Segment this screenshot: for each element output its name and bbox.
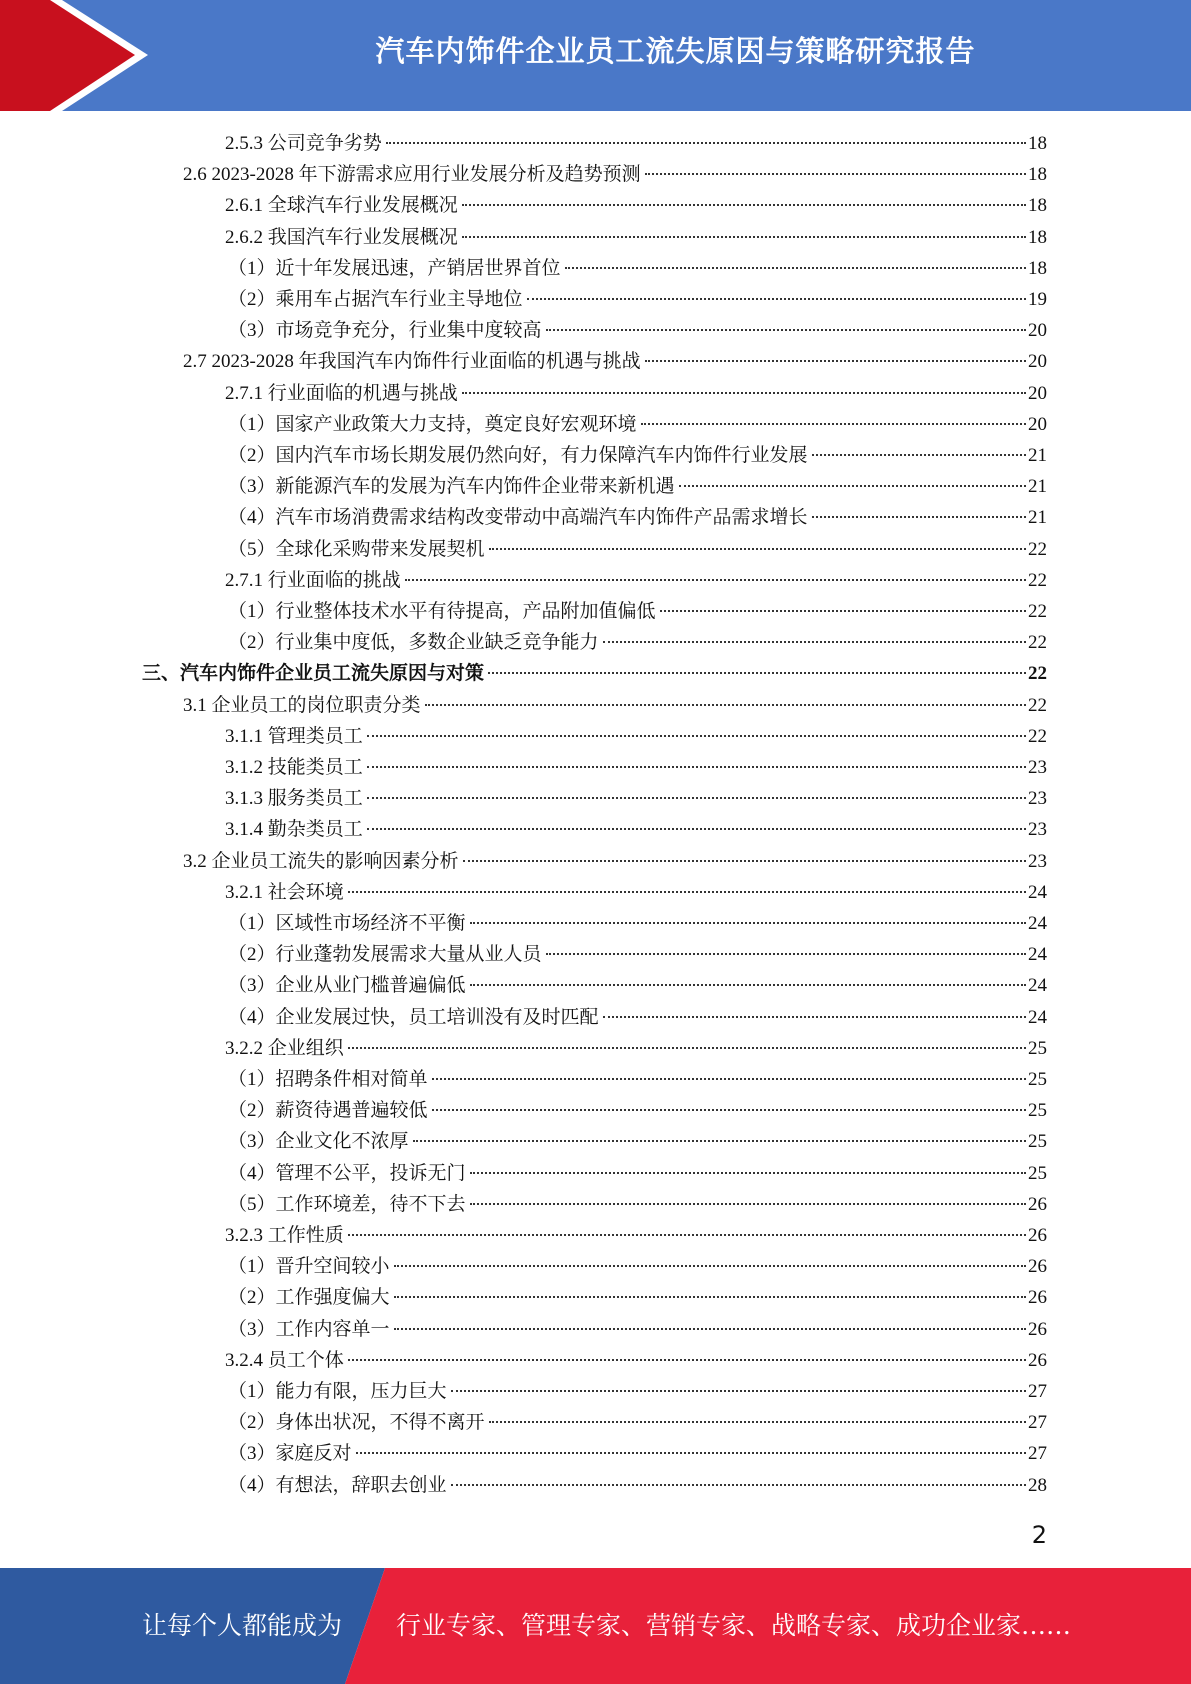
toc-entry[interactable] xyxy=(183,159,1047,190)
toc-entry-page: 20 xyxy=(1028,351,1047,373)
toc-dot-leader xyxy=(470,984,1026,986)
report-title: 汽车内饰件企业员工流失原因与策略研究报告 xyxy=(375,34,976,68)
toc-entry-label: （3）工作内容单一 xyxy=(228,1318,390,1340)
toc-entry-label: （5）全球化采购带来发展契机 xyxy=(228,538,485,560)
toc-entry[interactable] xyxy=(225,783,1047,814)
toc-entry-label: （4）企业发展过快，员工培训没有及时匹配 xyxy=(228,1006,599,1028)
footer-banner xyxy=(0,1568,1191,1684)
toc-entry-label: 3.1 企业员工的岗位职责分类 xyxy=(183,694,421,716)
footer-slogan: 让每个人都能成为 xyxy=(142,1611,343,1640)
toc-entry-page: 20 xyxy=(1028,382,1047,404)
toc-dot-leader xyxy=(603,641,1026,643)
toc-entry-label: （1）招聘条件相对简单 xyxy=(228,1069,428,1090)
toc-dot-leader xyxy=(348,1359,1026,1361)
toc-dot-leader xyxy=(470,922,1026,924)
toc-dot-leader xyxy=(641,423,1026,425)
toc-dot-leader xyxy=(463,860,1026,862)
toc-entry-page: 26 xyxy=(1028,1318,1047,1340)
toc-entry-page: 21 xyxy=(1028,445,1047,466)
toc-dot-leader xyxy=(812,454,1026,456)
toc-dot-leader xyxy=(527,298,1026,300)
toc-dot-leader xyxy=(367,766,1026,768)
toc-dot-leader xyxy=(462,392,1026,394)
toc-entry[interactable] xyxy=(228,440,1047,471)
toc-entry[interactable] xyxy=(225,1220,1047,1251)
toc-entry-label: （2）乘用车占据汽车行业主导地位 xyxy=(228,289,523,310)
toc-entry[interactable] xyxy=(225,378,1047,409)
toc-entry-label: 3.1.4 勤杂类员工 xyxy=(225,819,363,841)
toc-dot-leader xyxy=(425,704,1026,706)
toc-dot-leader xyxy=(489,548,1026,550)
toc-entry-label: 2.5.3 公司竞争劣势 xyxy=(225,133,382,154)
toc-dot-leader xyxy=(386,142,1026,144)
toc-entry[interactable] xyxy=(228,1438,1047,1469)
toc-entry-page: 22 xyxy=(1028,663,1047,685)
toc-dot-leader xyxy=(451,1484,1026,1486)
toc-dot-leader xyxy=(348,891,1026,893)
toc-entry-label: 2.7.1 行业面临的机遇与挑战 xyxy=(225,382,458,404)
toc-dot-leader xyxy=(565,267,1026,269)
toc-entry-label: （1）近十年发展迅速，产销居世界首位 xyxy=(228,257,561,279)
toc-entry[interactable] xyxy=(228,1282,1047,1313)
toc-dot-leader xyxy=(394,1265,1026,1267)
toc-entry-page: 18 xyxy=(1028,226,1047,248)
toc-entry-label: （1）国家产业政策大力支持，奠定良好宏观环境 xyxy=(228,413,637,435)
toc-entry-label: （3）企业从业门槛普遍偏低 xyxy=(228,975,466,997)
toc-entry[interactable] xyxy=(225,814,1047,845)
toc-entry-label: （4）有想法，辞职去创业 xyxy=(228,1474,447,1496)
toc-dot-leader xyxy=(432,1078,1026,1080)
toc-dot-leader xyxy=(812,516,1026,518)
toc-dot-leader xyxy=(645,360,1026,362)
toc-entry-page: 18 xyxy=(1028,133,1047,154)
toc-entry-page: 25 xyxy=(1028,1131,1047,1153)
toc-entry-page: 26 xyxy=(1028,1225,1047,1246)
toc-entry-page: 27 xyxy=(1028,1443,1047,1465)
toc-entry[interactable] xyxy=(228,253,1047,284)
toc-entry-label: （2）行业集中度低，多数企业缺乏竞争能力 xyxy=(228,632,599,654)
toc-entry-label: （3）企业文化不浓厚 xyxy=(228,1131,409,1153)
toc-entry-page: 24 xyxy=(1028,881,1047,903)
toc-dot-leader xyxy=(394,1328,1026,1330)
toc-entry-label: 3.2.1 社会环境 xyxy=(225,881,344,903)
toc-entry-label: 2.6 2023-2028 年下游需求应用行业发展分析及趋势预测 xyxy=(183,164,641,186)
toc-entry[interactable] xyxy=(228,1470,1047,1501)
toc-entry-page: 18 xyxy=(1028,164,1047,186)
toc-entry[interactable] xyxy=(228,1314,1047,1345)
toc-entry[interactable] xyxy=(228,1407,1047,1438)
toc-entry-page: 20 xyxy=(1028,413,1047,435)
toc-entry-page: 24 xyxy=(1028,913,1047,934)
toc-entry-label: 3.2.3 工作性质 xyxy=(225,1225,344,1246)
toc-dot-leader xyxy=(645,173,1026,175)
toc-dot-leader xyxy=(356,1452,1026,1454)
toc-entry[interactable] xyxy=(225,752,1047,783)
toc-entry[interactable] xyxy=(228,627,1047,658)
toc-entry-label: 2.6.1 全球汽车行业发展概况 xyxy=(225,195,458,217)
toc-entry[interactable] xyxy=(225,721,1047,752)
toc-entry-page: 26 xyxy=(1028,1349,1047,1371)
toc-entry-page: 24 xyxy=(1028,975,1047,997)
toc-entry[interactable] xyxy=(228,534,1047,565)
toc-entry-page: 23 xyxy=(1028,850,1047,872)
toc-entry-label: （1）晋升空间较小 xyxy=(228,1256,390,1278)
toc-entry-page: 23 xyxy=(1028,819,1047,841)
toc-entry-page: 28 xyxy=(1028,1474,1047,1496)
toc-entry-label: 3.1.3 服务类员工 xyxy=(225,788,363,810)
toc-entry-page: 23 xyxy=(1028,788,1047,810)
toc-entry-label: （2）行业蓬勃发展需求大量从业人员 xyxy=(228,944,542,966)
toc-entry-page: 25 xyxy=(1028,1069,1047,1090)
report-header-banner xyxy=(0,0,1191,111)
toc-entry-label: （4）管理不公平，投诉无门 xyxy=(228,1162,466,1184)
toc-entry[interactable] xyxy=(228,908,1047,939)
toc-dot-leader xyxy=(489,1421,1026,1423)
toc-dot-leader xyxy=(367,797,1026,799)
toc-entry-page: 22 xyxy=(1028,601,1047,622)
toc-dot-leader xyxy=(367,828,1026,830)
toc-entry-page: 24 xyxy=(1028,1006,1047,1028)
toc-dot-leader xyxy=(405,579,1026,581)
toc-entry-page: 21 xyxy=(1028,507,1047,529)
toc-entry[interactable] xyxy=(228,1158,1047,1189)
toc-dot-leader xyxy=(451,1390,1026,1392)
toc-entry[interactable] xyxy=(225,1345,1047,1376)
toc-dot-leader xyxy=(470,1172,1026,1174)
toc-entry-label: （2）工作强度偏大 xyxy=(228,1287,390,1309)
toc-entry[interactable] xyxy=(183,690,1047,721)
toc-entry[interactable] xyxy=(228,502,1047,533)
toc-dot-leader xyxy=(462,204,1026,206)
toc-entry-label: （4）汽车市场消费需求结构改变带动中高端汽车内饰件产品需求增长 xyxy=(228,507,808,529)
toc-entry[interactable] xyxy=(228,939,1047,970)
toc-dot-leader xyxy=(348,1234,1026,1236)
toc-dot-leader xyxy=(679,485,1026,487)
toc-entry-label: 2.7 2023-2028 年我国汽车内饰件行业面临的机遇与挑战 xyxy=(183,351,641,373)
toc-entry-page: 22 xyxy=(1028,694,1047,716)
toc-entry-label: （3）家庭反对 xyxy=(228,1443,352,1465)
toc-entry-page: 26 xyxy=(1028,1256,1047,1278)
toc-entry-label: （2）国内汽车市场长期发展仍然向好，有力保障汽车内饰件行业发展 xyxy=(228,445,808,466)
toc-entry[interactable] xyxy=(228,1251,1047,1282)
toc-entry-page: 19 xyxy=(1028,289,1047,310)
toc-entry-page: 20 xyxy=(1028,320,1047,342)
toc-entry[interactable] xyxy=(228,1126,1047,1157)
toc-entry[interactable] xyxy=(225,877,1047,908)
toc-entry-page: 26 xyxy=(1028,1193,1047,1215)
toc-entry[interactable] xyxy=(183,846,1047,877)
toc-entry-page: 23 xyxy=(1028,757,1047,778)
toc-entry-page: 26 xyxy=(1028,1287,1047,1309)
toc-entry-label: 3.2.4 员工个体 xyxy=(225,1349,344,1371)
toc-entry-page: 27 xyxy=(1028,1381,1047,1402)
page-number: 2 xyxy=(1031,1521,1047,1549)
toc-entry-page: 25 xyxy=(1028,1100,1047,1122)
toc-entry[interactable] xyxy=(142,658,1047,689)
toc-entry-label: （1）区域性市场经济不平衡 xyxy=(228,913,466,934)
toc-entry-label: 2.6.2 我国汽车行业发展概况 xyxy=(225,226,458,248)
toc-entry[interactable] xyxy=(228,1064,1047,1095)
toc-entry-page: 18 xyxy=(1028,195,1047,217)
toc-entry-page: 24 xyxy=(1028,944,1047,966)
toc-entry-label: （5）工作环境差，待不下去 xyxy=(228,1193,466,1215)
toc-dot-leader xyxy=(432,1109,1026,1111)
toc-entry-page: 22 xyxy=(1028,538,1047,560)
toc-dot-leader xyxy=(470,1203,1026,1205)
toc-entry[interactable] xyxy=(228,409,1047,440)
toc-entry[interactable] xyxy=(228,596,1047,627)
toc-entry-label: 三、汽车内饰件企业员工流失原因与对策 xyxy=(142,663,485,685)
toc-dot-leader xyxy=(394,1296,1026,1298)
toc-entry[interactable] xyxy=(228,1376,1047,1407)
toc-entry-label: 3.2.2 企业组织 xyxy=(225,1037,344,1059)
toc-entry[interactable] xyxy=(225,1033,1047,1064)
toc-dot-leader xyxy=(546,953,1026,955)
toc-entry-page: 25 xyxy=(1028,1037,1047,1059)
toc-entry[interactable] xyxy=(228,1189,1047,1220)
toc-dot-leader xyxy=(348,1047,1026,1049)
toc-entry[interactable] xyxy=(228,315,1047,346)
toc-entry-label: （1）行业整体技术水平有待提高，产品附加值偏低 xyxy=(228,601,656,622)
toc-entry[interactable] xyxy=(183,346,1047,377)
toc-entry[interactable] xyxy=(225,565,1047,596)
toc-entry-label: （2）身体出状况，不得不离开 xyxy=(228,1412,485,1434)
toc-entry-label: （2）薪资待遇普遍较低 xyxy=(228,1100,428,1122)
toc-entry-label: （3）新能源汽车的发展为汽车内饰件企业带来新机遇 xyxy=(228,476,675,498)
toc-dot-leader xyxy=(367,735,1026,737)
toc-entry-label: 3.1.2 技能类员工 xyxy=(225,757,363,778)
toc-entry[interactable] xyxy=(228,1095,1047,1126)
toc-entry-page: 25 xyxy=(1028,1162,1047,1184)
toc-entry[interactable] xyxy=(228,284,1047,315)
toc-entry[interactable] xyxy=(228,970,1047,1001)
toc-entry-label: （1）能力有限，压力巨大 xyxy=(228,1381,447,1402)
toc-entry-label: （3）市场竞争充分，行业集中度较高 xyxy=(228,320,542,342)
toc-entry-page: 18 xyxy=(1028,257,1047,279)
toc-dot-leader xyxy=(660,610,1026,612)
toc-dot-leader xyxy=(546,329,1026,331)
toc-entry-label: 3.2 企业员工流失的影响因素分析 xyxy=(183,850,459,872)
toc-entry[interactable] xyxy=(228,471,1047,502)
toc-entry-label: 2.7.1 行业面临的挑战 xyxy=(225,569,401,591)
toc-entry-page: 21 xyxy=(1028,476,1047,498)
toc-entry-label: 3.1.1 管理类员工 xyxy=(225,725,363,747)
toc-entry[interactable] xyxy=(225,222,1047,253)
footer-roles-text: 行业专家、管理专家、营销专家、战略专家、成功企业家…… xyxy=(396,1611,1072,1640)
toc-dot-leader xyxy=(462,236,1026,238)
toc-entry-page: 27 xyxy=(1028,1412,1047,1434)
toc-entry-page: 22 xyxy=(1028,725,1047,747)
toc-entry-page: 22 xyxy=(1028,632,1047,654)
toc-dot-leader xyxy=(413,1140,1026,1142)
toc-dot-leader xyxy=(488,672,1026,674)
toc-entry[interactable] xyxy=(225,190,1047,221)
toc-entry-page: 22 xyxy=(1028,569,1047,591)
toc-dot-leader xyxy=(603,1016,1026,1018)
toc-entry[interactable] xyxy=(228,1002,1047,1033)
toc-entry[interactable] xyxy=(225,128,1047,159)
